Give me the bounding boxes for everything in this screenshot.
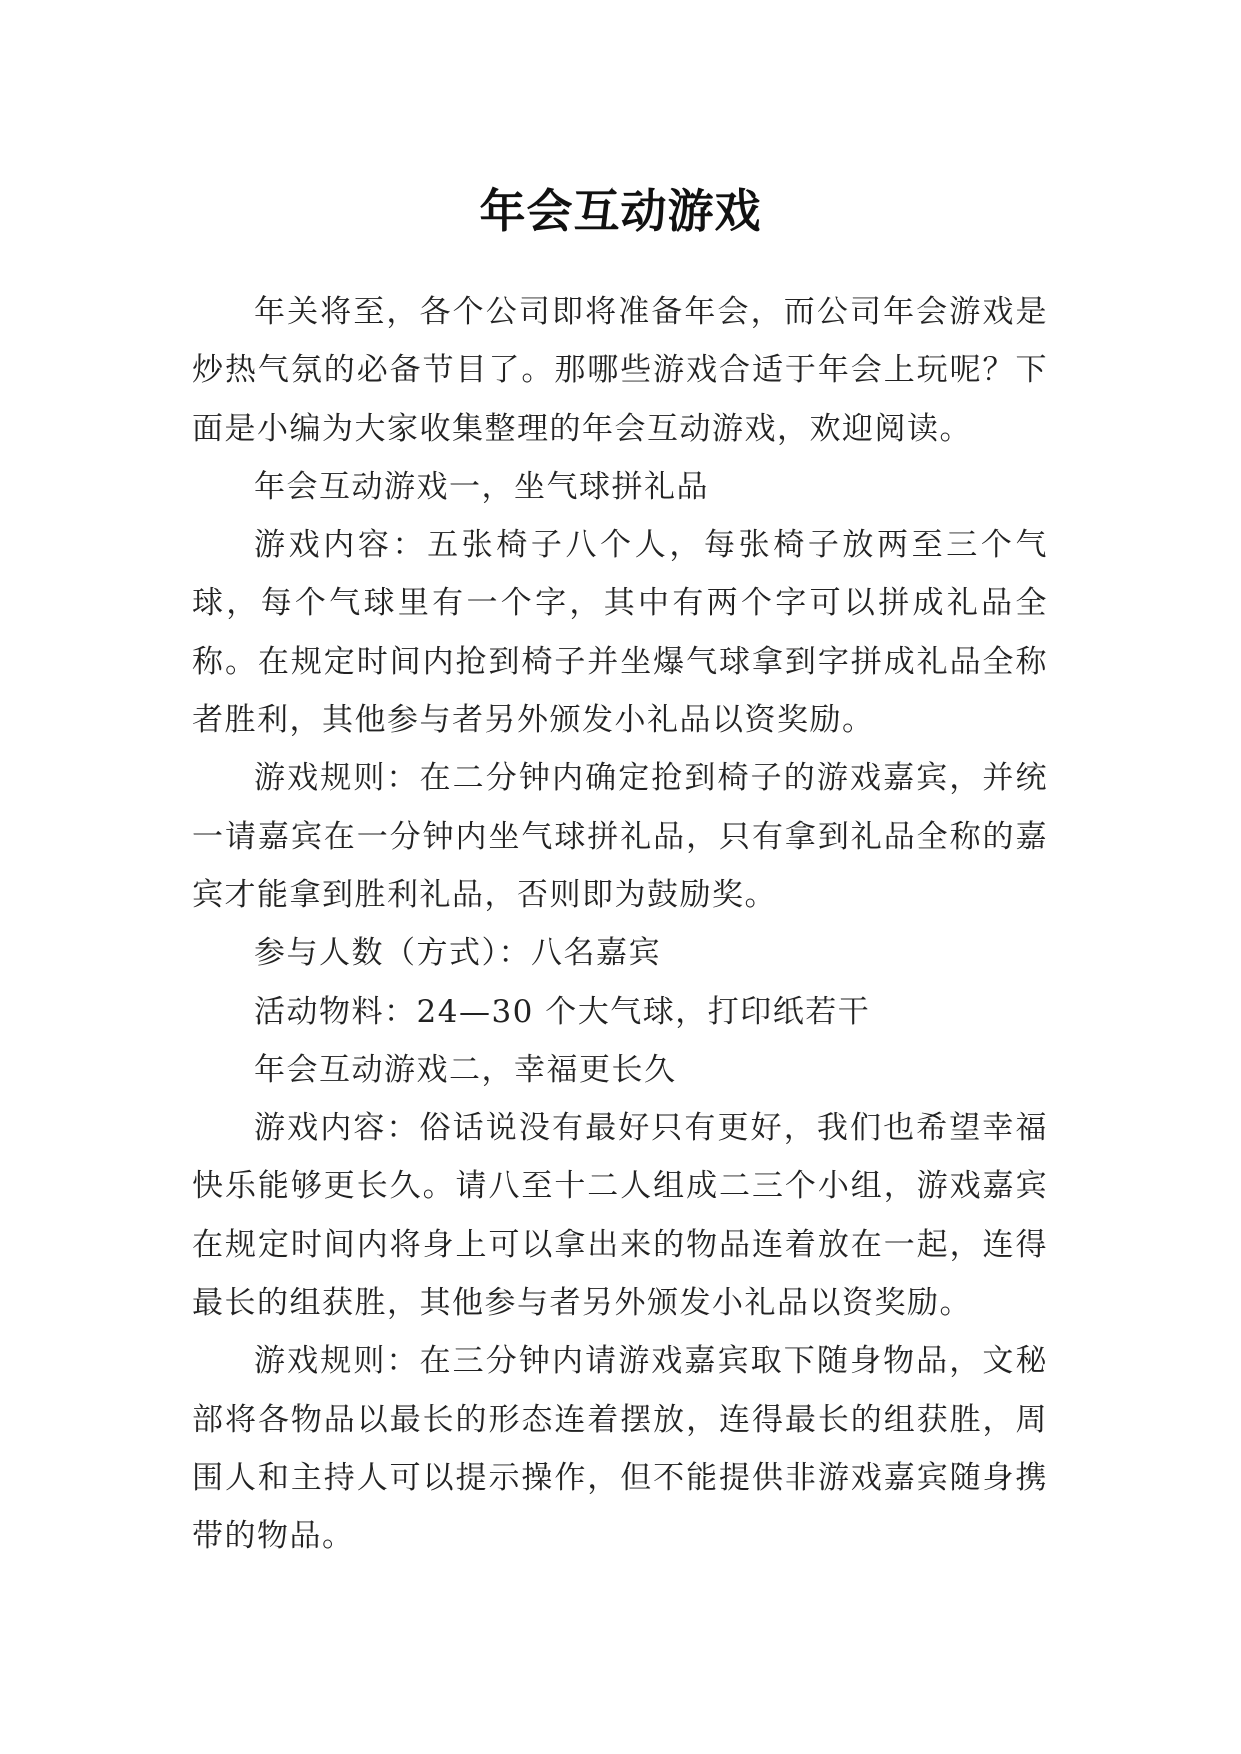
game-one-heading: 年会互动游戏一，坐气球拼礼品 [254, 468, 709, 505]
intro-paragraph: 年关将至，各个公司即将准备年会，而公司年会游戏是炒热气氛的必备节目了。那哪些游戏合适于年会上玩呢？下面是小编为大家收集整理的年会互动游戏，欢迎阅读。 [192, 294, 1048, 447]
game-two-rules: 游戏规则：在三分钟内请游戏嘉宾取下随身物品，文秘部将各物品以最长的形态连着摆放，连得最长的组获胜，周围人和主持人可以提示操作，但不能提供非游戏嘉宾随身携带的物品。 [192, 1343, 1048, 1555]
game-two-heading: 年会互动游戏二，幸福更长久 [254, 1051, 677, 1088]
document-body [192, 283, 1048, 1566]
game-one-content: 游戏内容：五张椅子八个人，每张椅子放两至三个气球，每个气球里有一个字，其中有两个字可以拼成礼品全称。在规定时间内抢到椅子并坐爆气球拿到字拼成礼品全称者胜利，其他参与者另外颁发小礼品以资奖励。 [192, 527, 1048, 739]
game-two-content: 游戏内容：俗话说没有最好只有更好，我们也希望幸福快乐能够更长久。请八至十二人组成二三个小组，游戏嘉宾在规定时间内将身上可以拿出来的物品连着放在一起，连得最长的组获胜，其他参与者另外颁发小礼品以资奖励。 [192, 1110, 1048, 1322]
document-title: 年会互动游戏 [479, 183, 762, 238]
game-one-participants: 参与人数（方式）：八名嘉宾 [254, 935, 661, 972]
game-one-rules: 游戏规则：在二分钟内确定抢到椅子的游戏嘉宾，并统一请嘉宾在一分钟内坐气球拼礼品，只有拿到礼品全称的嘉宾才能拿到胜利礼品，否则即为鼓励奖。 [192, 760, 1048, 913]
game-one-materials: 活动物料：24—30 个大气球，打印纸若干 [254, 993, 871, 1030]
